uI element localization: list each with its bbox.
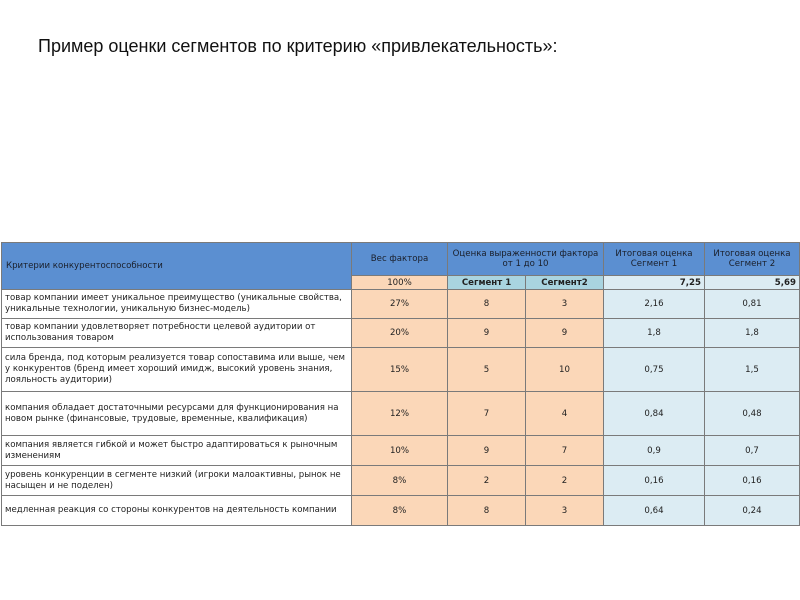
header-total-2: Итоговая оценка Сегмент 2 [705, 243, 800, 276]
slide-title: Пример оценки сегментов по критерию «привлекательность»: [38, 36, 558, 56]
weight-total: 100% [352, 276, 448, 290]
criterion-cell: уровень конкуренции в сегменте низкий (игроки малоактивны, рынок не насыщен и не поделен) [2, 466, 352, 496]
score-segment-2-cell: 3 [526, 496, 604, 526]
weight-cell: 8% [352, 496, 448, 526]
table-row [2, 392, 800, 436]
total-segment-2-cell: 1,8 [705, 319, 800, 348]
score-segment-2-cell: 9 [526, 319, 604, 348]
segment-1-label: Сегмент 1 [448, 276, 526, 290]
criterion-cell: товар компании имеет уникальное преимущество (уникальные свойства, уникальные технологии, уникальную бизнес-модель) [2, 290, 352, 319]
header-row [2, 243, 800, 276]
score-segment-2-cell: 7 [526, 436, 604, 466]
weight-cell: 10% [352, 436, 448, 466]
score-segment-1-cell: 5 [448, 348, 526, 392]
table-row [2, 348, 800, 392]
weight-cell: 27% [352, 290, 448, 319]
table-row [2, 319, 800, 348]
total-segment-1-cell: 1,8 [604, 319, 705, 348]
table-row [2, 496, 800, 526]
score-segment-2-cell: 3 [526, 290, 604, 319]
total-segment-1: 7,25 [604, 276, 705, 290]
criterion-cell: медленная реакция со стороны конкурентов на деятельность компании [2, 496, 352, 526]
segment-2-label: Сегмент2 [526, 276, 604, 290]
header-weight: Вес фактора [352, 243, 448, 276]
weight-cell: 20% [352, 319, 448, 348]
table-row [2, 436, 800, 466]
score-segment-1-cell: 9 [448, 319, 526, 348]
total-segment-2-cell: 0,7 [705, 436, 800, 466]
total-segment-1-cell: 2,16 [604, 290, 705, 319]
criterion-cell: компания обладает достаточными ресурсами для функционирования на новом рынке (финансовые, трудовые, временные, квалификация) [2, 392, 352, 436]
score-segment-1-cell: 2 [448, 466, 526, 496]
score-segment-1-cell: 8 [448, 290, 526, 319]
header-total-1: Итоговая оценка Сегмент 1 [604, 243, 705, 276]
total-segment-1-cell: 0,9 [604, 436, 705, 466]
score-segment-2-cell: 10 [526, 348, 604, 392]
score-segment-1-cell: 7 [448, 392, 526, 436]
score-segment-2-cell: 4 [526, 392, 604, 436]
total-segment-1-cell: 0,16 [604, 466, 705, 496]
header-score: Оценка выраженности фактора от 1 до 10 [448, 243, 604, 276]
table-row [2, 290, 800, 319]
total-segment-2-cell: 0,16 [705, 466, 800, 496]
total-segment-1-cell: 0,64 [604, 496, 705, 526]
total-segment-2-cell: 0,24 [705, 496, 800, 526]
total-segment-1-cell: 0,84 [604, 392, 705, 436]
weight-cell: 15% [352, 348, 448, 392]
score-segment-1-cell: 8 [448, 496, 526, 526]
total-segment-1-cell: 0,75 [604, 348, 705, 392]
assessment-table [1, 242, 800, 526]
total-segment-2-cell: 1,5 [705, 348, 800, 392]
score-segment-1-cell: 9 [448, 436, 526, 466]
weight-cell: 12% [352, 392, 448, 436]
weight-cell: 8% [352, 466, 448, 496]
table-row [2, 466, 800, 496]
criterion-cell: компания является гибкой и может быстро адаптироваться к рыночным изменениям [2, 436, 352, 466]
criterion-cell: товар компании удовлетворяет потребности целевой аудитории от использования товаром [2, 319, 352, 348]
total-segment-2-cell: 0,48 [705, 392, 800, 436]
score-segment-2-cell: 2 [526, 466, 604, 496]
total-segment-2-cell: 0,81 [705, 290, 800, 319]
total-segment-2: 5,69 [705, 276, 800, 290]
criterion-cell: сила бренда, под которым реализуется товар сопоставима или выше, чем у конкурентов (бренд имеет хороший имидж, высокий уровень знания, лояльность аудитории) [2, 348, 352, 392]
header-criteria: Критерии конкурентоспособности [2, 243, 352, 290]
